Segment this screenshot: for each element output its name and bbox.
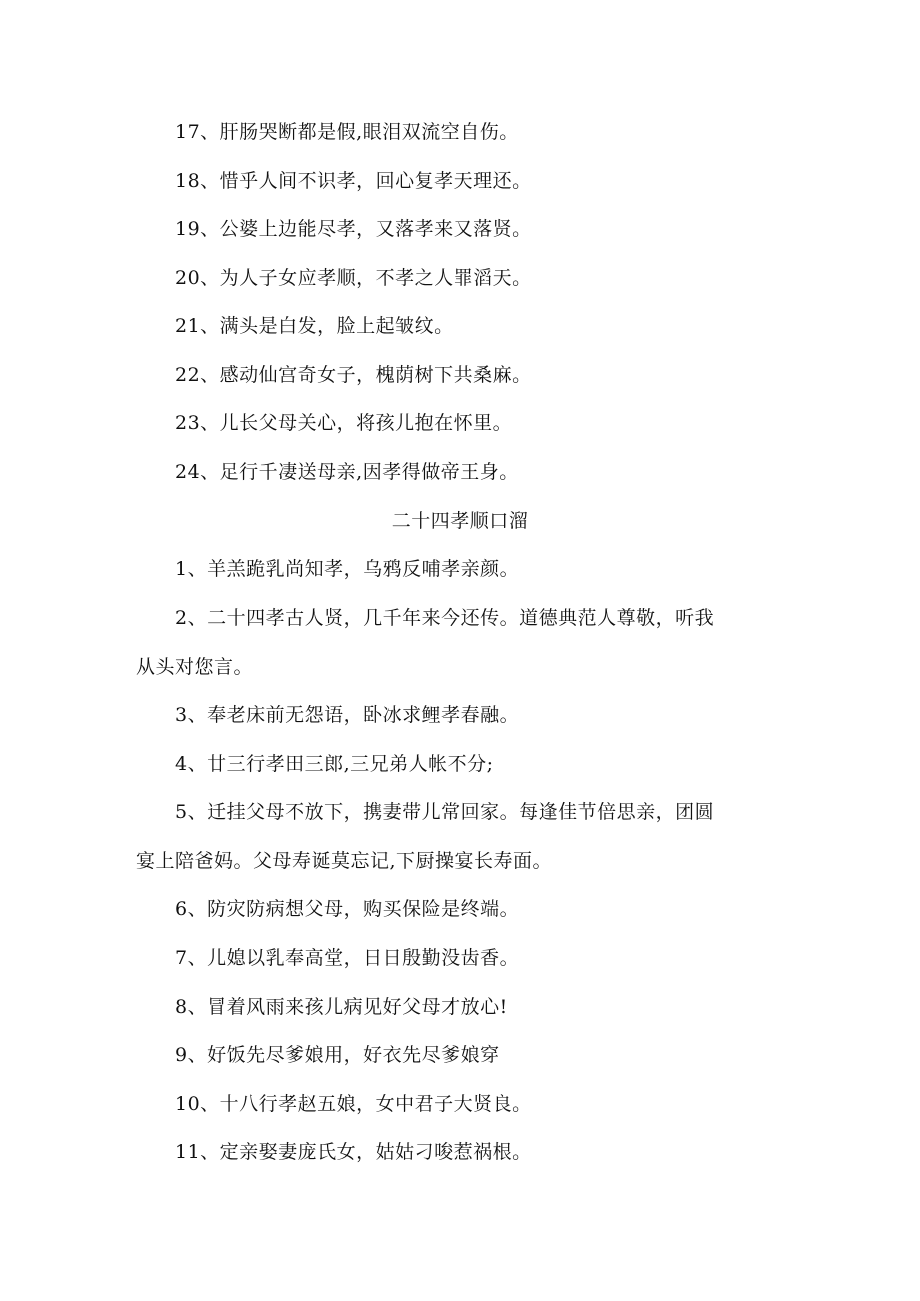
text-line: 18、惜乎人间不识孝，回心复孝天理还。 <box>175 170 532 192</box>
section-title: 二十四孝顺口溜 <box>391 510 529 532</box>
text-line: 17、肝肠哭断都是假,眼泪双流空自伤。 <box>175 121 519 143</box>
text-line: 2、二十四孝古人贤，几千年来今还传。道德典范人尊敬，听我 <box>175 607 715 629</box>
text-line: 19、公婆上边能尽孝，又落孝来又落贤。 <box>175 218 532 240</box>
text-line: 24、足行千凄送母亲,因孝得做帝王身。 <box>175 461 519 483</box>
text-line: 6、防灾防病想父母，购买保险是终端。 <box>175 898 520 920</box>
text-line: 7、儿媳以乳奉高堂，日日殷勤没齿香。 <box>175 947 520 969</box>
text-line: 11、定亲娶妻庞氏女，姑姑刁唆惹祸根。 <box>175 1141 532 1163</box>
text-line: 1、羊羔跪乳尚知孝，乌鸦反哺孝亲颜。 <box>175 558 520 580</box>
text-line: 9、好饭先尽爹娘用，好衣先尽爹娘穿 <box>175 1044 500 1066</box>
text-line-continuation: 宴上陪爸妈。父母寿诞莫忘记,下厨操宴长寿面。 <box>136 850 553 872</box>
text-line: 10、十八行孝赵五娘，女中君子大贤良。 <box>175 1093 532 1115</box>
text-line: 8、冒着风雨来孩儿病见好父母才放心! <box>175 996 508 1018</box>
text-line: 4、廿三行孝田三郎,三兄弟人帐不分; <box>175 753 494 775</box>
text-line: 20、为人子女应孝顺，不孝之人罪滔天。 <box>175 267 532 289</box>
text-line: 23、儿长父母关心，将孩儿抱在怀里。 <box>175 412 513 434</box>
text-line-continuation: 从头对您言。 <box>136 656 254 678</box>
text-line: 5、迁挂父母不放下，携妻带儿常回家。每逢佳节倍思亲，团圆 <box>175 801 715 823</box>
text-line: 22、感动仙宫奇女子，槐荫树下共桑麻。 <box>175 364 532 386</box>
text-line: 21、满头是白发，脸上起皱纹。 <box>175 315 454 337</box>
text-line: 3、奉老床前无怨语，卧冰求鲤孝春融。 <box>175 704 520 726</box>
